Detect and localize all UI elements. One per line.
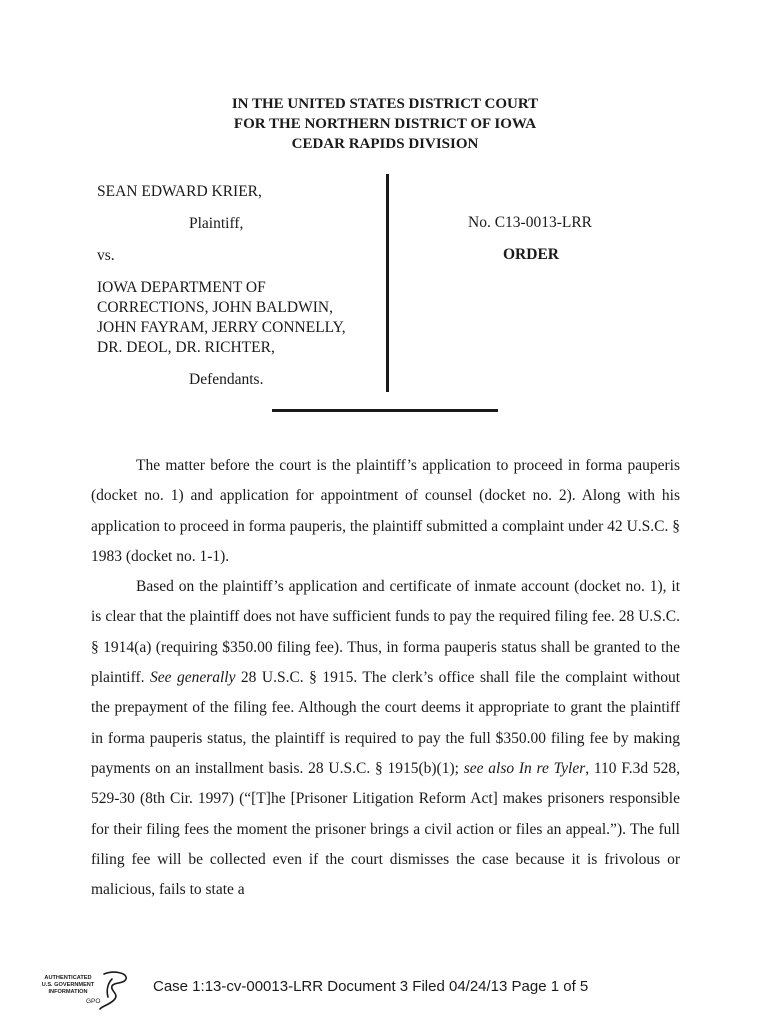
defendants-line: IOWA DEPARTMENT OF <box>97 279 266 296</box>
eagle-mark-icon <box>100 972 126 1009</box>
versus-label: vs. <box>97 247 115 264</box>
citation-signal-see-generally: See generally <box>149 669 236 687</box>
defendants-line: JOHN FAYRAM, JERRY CONNELLY, <box>97 319 346 336</box>
paragraph-2-text-2: 28 U.S.C. § 1915. The clerk’s office shall file the complaint without the prepayment of the filing fee. Although the court deems it appropriate to grant the plaintiff in forma pauperis status, the plaintiff is required to pay the full $350.00 filing fee by making payments on an installment basis. 28 U.S.C. § 1915(b)(1); <box>91 669 681 777</box>
paragraph-2-text-3: , 110 F.3d 528, 529-30 (8th Cir. 1997) (“[T]he [Prisoner Litigation Reform Act] makes prisoners responsible for their filing fees the moment the prisoner brings a civil action or files an appeal.”). The full filing fee will be collected even if the court dismisses the case because it is frivolous or malicious, fails to state a <box>91 759 680 899</box>
logo-text-gpo: GPO <box>86 998 101 1005</box>
paragraph-2-text-1: Based on the plaintiff’s application and certificate of inmate account (docket no. 1), it is clear that the plaintiff does not have sufficient funds to pay the required filing fee. 28 U.S.C. § 1914(a) (requiring $350.00 filing fee). Thus, in forma pauperis status shall be granted to the plaintiff. <box>91 578 680 687</box>
logo-text-line-3: INFORMATION <box>48 989 88 995</box>
body-paragraph-1: The matter before the court is the plaintiff’s application to proceed in forma pauperis (docket no. 1) and application for appointment of counsel (docket no. 2). Along with his application to proceed in forma pauperis, the plaintiff submitted a complaint under 42 U.S.C. § 1983 (docket no. 1-1). <box>91 457 680 565</box>
court-name-line-1: IN THE UNITED STATES DISTRICT COURT <box>231 96 539 112</box>
gpo-authentication-logo <box>42 970 134 1010</box>
caption-divider <box>386 174 389 392</box>
defendants-line: DR. DEOL, DR. RICHTER, <box>97 339 275 356</box>
logo-text-line-1: AUTHENTICATED <box>44 975 92 981</box>
court-name-line-2: FOR THE NORTHERN DISTRICT OF IOWA <box>233 116 537 132</box>
caption-rule <box>272 409 498 412</box>
case-footer: Case 1:13-cv-00013-LRR Document 3 Filed 04/24/13 Page 1 of 5 <box>153 978 589 995</box>
plaintiff-name: SEAN EDWARD KRIER, <box>97 183 262 200</box>
document-title: ORDER <box>503 246 559 263</box>
plaintiff-label: Plaintiff, <box>189 215 244 232</box>
order-body <box>91 451 680 905</box>
court-division: CEDAR RAPIDS DIVISION <box>291 136 479 152</box>
citation-in-re-tyler: see also In re Tyler <box>463 759 586 777</box>
logo-text-line-2: U.S. GOVERNMENT <box>42 982 95 988</box>
body-paragraph-2 <box>91 572 680 905</box>
defendants-line: CORRECTIONS, JOHN BALDWIN, <box>97 299 333 316</box>
court-header <box>0 94 770 154</box>
defendants-list <box>97 278 346 358</box>
case-number: No. C13-0013-LRR <box>468 214 592 231</box>
defendants-label: Defendants. <box>189 371 264 388</box>
